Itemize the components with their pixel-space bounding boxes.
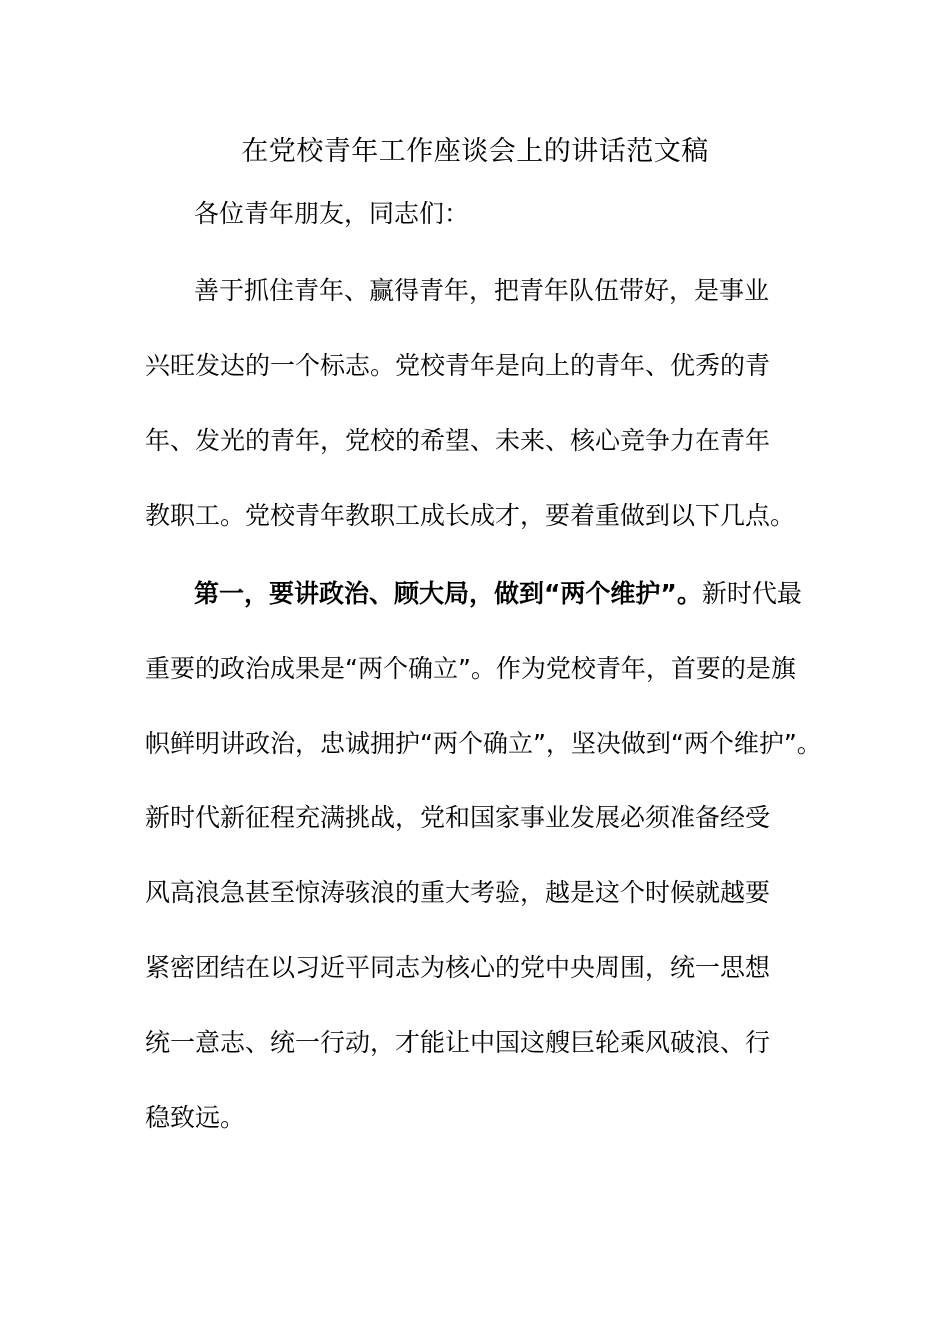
paragraph-2-line-7: 统一意志、统一行动，才能让中国这艘巨轮乘风破浪、行 — [145, 1028, 771, 1057]
paragraph-1-line-4: 教职工。党校青年教职工成长成才，要着重做到以下几点。 — [145, 501, 796, 530]
paragraph-2-line-4: 新时代新征程充满挑战，党和国家事业发展必须准备经受 — [145, 803, 771, 832]
paragraph-2-line-8: 稳致远。 — [145, 1103, 246, 1132]
paragraph-2-line-5: 风高浪急甚至惊涛骇浪的重大考验，越是这个时候就越要 — [145, 878, 771, 907]
paragraph-2-line-1 — [194, 576, 802, 612]
paragraph-2-line-2: 重要的政治成果是“两个确立”。作为党校青年，首要的是旗 — [145, 654, 796, 683]
paragraph-1-line-2: 兴旺发达的一个标志。党校青年是向上的青年、优秀的青 — [145, 351, 771, 380]
paragraph-2-line-1-rest: 新时代最 — [701, 579, 802, 608]
section-heading-1: 第一，要讲政治、顾大局，做到“两个维护”。 — [194, 579, 702, 608]
salutation: 各位青年朋友，同志们： — [194, 199, 470, 228]
paragraph-1-line-3: 年、发光的青年，党校的希望、未来、核心竞争力在青年 — [145, 426, 771, 455]
paragraph-2-line-3: 帜鲜明讲政治，忠诚拥护“两个确立”，坚决做到“两个维护”。 — [145, 729, 822, 758]
paragraph-2-line-6: 紧密团结在以习近平同志为核心的党中央周围，统一思想 — [145, 953, 771, 982]
document-title: 在党校青年工作座谈会上的讲话范文稿 — [241, 136, 709, 167]
paragraph-1-line-1: 善于抓住青年、赢得青年，把青年队伍带好，是事业 — [194, 276, 770, 305]
